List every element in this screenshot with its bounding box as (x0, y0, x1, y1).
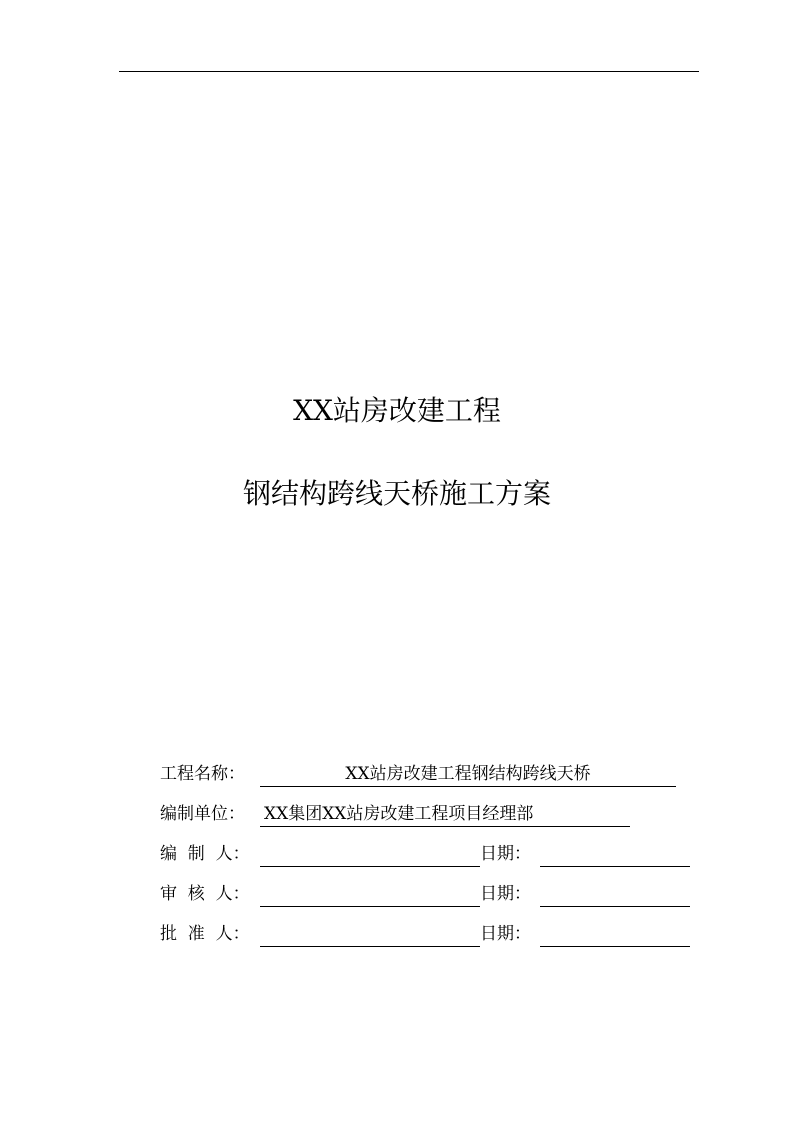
compiler-label: 编 制 人： (160, 844, 250, 864)
approver-date-label: 日期： (480, 924, 531, 944)
project-name-label: 工程名称： (160, 764, 245, 784)
compiler-date-label: 日期： (480, 844, 531, 864)
project-name-value: XX站房改建工程钢结构跨线天桥 (260, 760, 676, 787)
header-rule (119, 71, 699, 72)
document-subtitle: 钢结构跨线天桥施工方案 (242, 477, 551, 510)
compiler-date-line (540, 840, 690, 867)
reviewer-label: 审 核 人： (160, 884, 250, 904)
reviewer-date-label: 日期： (480, 884, 531, 904)
approver-label: 批 准 人： (160, 924, 250, 944)
document-title: XX站房改建工程 (293, 394, 501, 427)
compiling-unit-value: XX集团XX站房改建工程项目经理部 (260, 800, 630, 827)
compiling-unit-label: 编制单位： (160, 804, 245, 824)
approver-date-line (540, 920, 690, 947)
compiler-signature-line (260, 840, 480, 867)
reviewer-date-line (540, 880, 690, 907)
approver-signature-line (260, 920, 480, 947)
reviewer-signature-line (260, 880, 480, 907)
